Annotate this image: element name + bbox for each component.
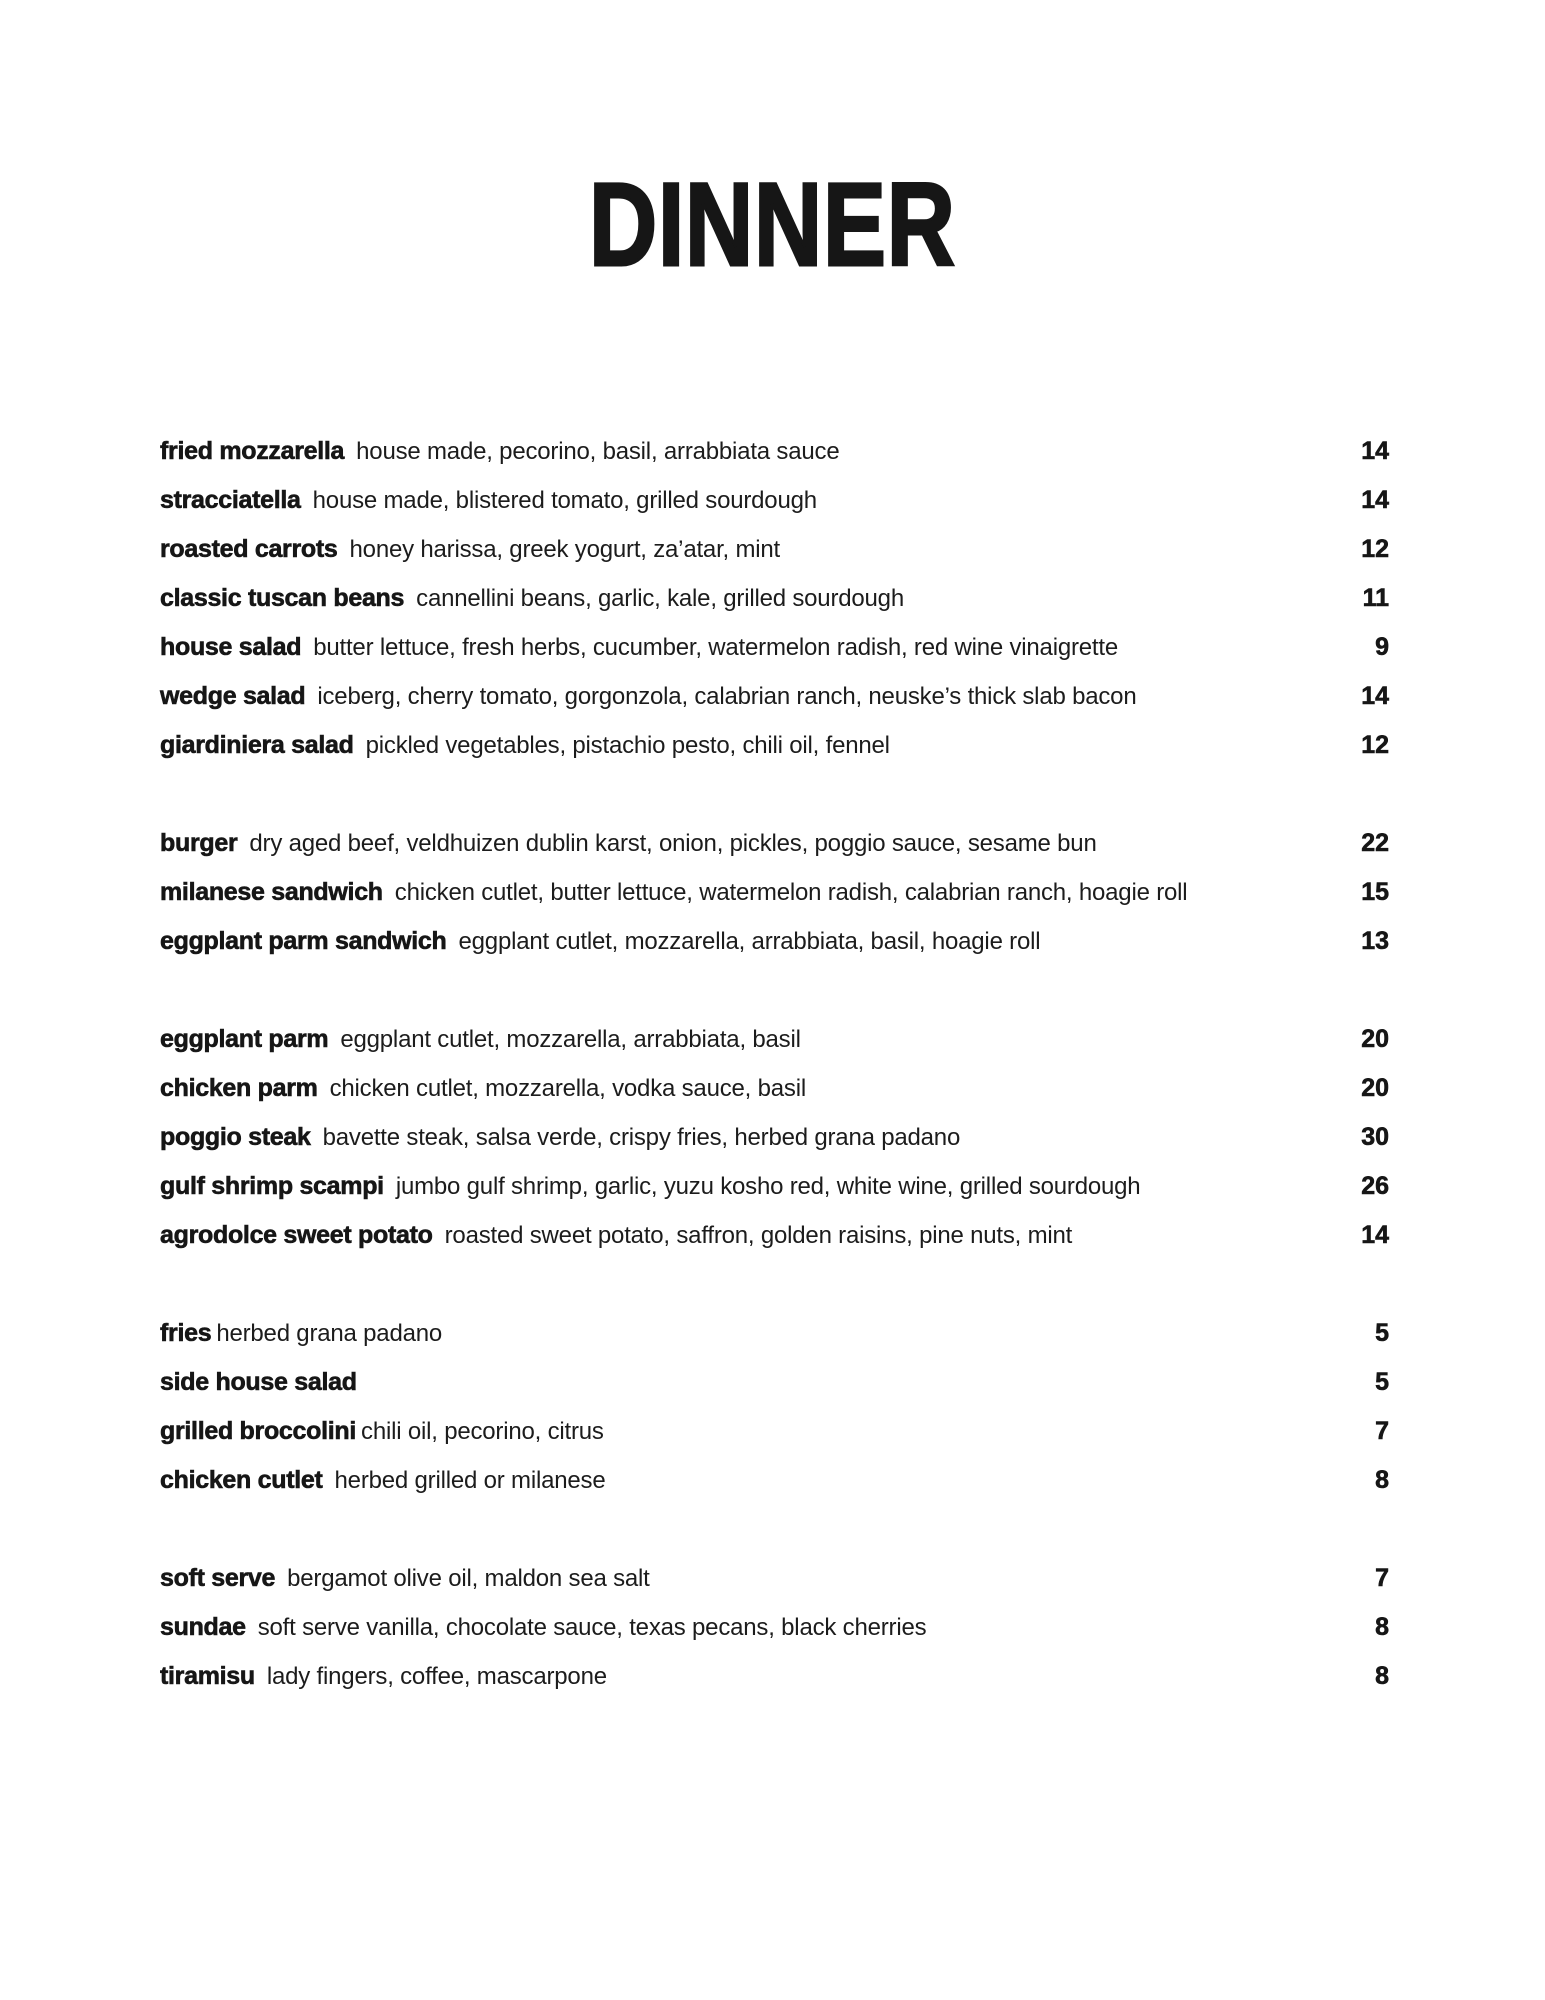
menu-item-name: stracciatella — [160, 486, 301, 514]
menu-item-name: chicken cutlet — [160, 1466, 323, 1494]
menu-item-description: bavette steak, salsa verde, crispy fries, herbed grana padano — [322, 1124, 961, 1151]
menu-item-description: pickled vegetables, pistachio pesto, chili oil, fennel — [365, 732, 890, 759]
menu-item-price: 5 — [1375, 1319, 1389, 1347]
menu-item-price: 30 — [1361, 1123, 1389, 1151]
menu-item-description: herbed grilled or milanese — [334, 1467, 606, 1494]
menu-item-description: eggplant cutlet, mozzarella, arrabbiata, basil, hoagie roll — [458, 928, 1041, 955]
menu-item-description: chicken cutlet, butter lettuce, watermelon radish, calabrian ranch, hoagie roll — [394, 879, 1188, 906]
menu-list — [160, 427, 1389, 1750]
menu-item-price: 14 — [1361, 486, 1389, 514]
menu-item-name: grilled broccolini — [160, 1417, 357, 1445]
menu-item-name: house salad — [160, 633, 302, 661]
menu-item-price: 5 — [1375, 1368, 1389, 1396]
menu-item-price: 14 — [1361, 682, 1389, 710]
menu-item — [160, 1064, 1389, 1113]
menu-item-name: fried mozzarella — [160, 437, 345, 465]
menu-item-price: 11 — [1362, 584, 1389, 612]
menu-section — [160, 427, 1389, 770]
menu-item-description: herbed grana padano — [216, 1320, 443, 1347]
menu-item-price: 8 — [1375, 1662, 1389, 1690]
menu-item-description: butter lettuce, fresh herbs, cucumber, watermelon radish, red wine vinaigrette — [313, 634, 1119, 661]
menu-item-description: roasted sweet potato, saffron, golden raisins, pine nuts, mint — [444, 1222, 1073, 1249]
menu-item — [160, 1113, 1389, 1162]
menu-item-price: 12 — [1361, 731, 1389, 759]
menu-item-description: lady fingers, coffee, mascarpone — [266, 1663, 607, 1690]
menu-item-price: 14 — [1361, 1221, 1389, 1249]
menu-item-name: chicken parm — [160, 1074, 318, 1102]
menu-item — [160, 1162, 1389, 1211]
menu-item-description: dry aged beef, veldhuizen dublin karst, onion, pickles, poggio sauce, sesame bun — [249, 830, 1097, 857]
menu-item — [160, 1211, 1389, 1260]
menu-item-price: 12 — [1361, 535, 1389, 563]
menu-item-description: chili oil, pecorino, citrus — [361, 1418, 604, 1445]
menu-item-description: house made, blistered tomato, grilled sourdough — [312, 487, 817, 514]
menu-item — [160, 1015, 1389, 1064]
menu-item-name: classic tuscan beans — [160, 584, 405, 612]
menu-item — [160, 1358, 1389, 1407]
menu-item-description: jumbo gulf shrimp, garlic, yuzu kosho red, white wine, grilled sourdough — [395, 1173, 1141, 1200]
menu-item — [160, 427, 1389, 476]
menu-item — [160, 623, 1389, 672]
menu-title: DINNER — [589, 159, 956, 291]
menu-item-name: eggplant parm — [160, 1025, 329, 1053]
menu-item-price: 20 — [1361, 1025, 1389, 1053]
menu-item-name: milanese sandwich — [160, 878, 383, 906]
menu-item — [160, 1652, 1389, 1701]
menu-section — [160, 819, 1389, 966]
menu-item — [160, 672, 1389, 721]
menu-item-name: roasted carrots — [160, 535, 338, 563]
menu-item-price: 7 — [1375, 1417, 1389, 1445]
menu-item-price: 9 — [1375, 633, 1389, 661]
menu-item-description: soft serve vanilla, chocolate sauce, texas pecans, black cherries — [257, 1614, 927, 1641]
menu-item — [160, 1407, 1389, 1456]
menu-item-price: 20 — [1361, 1074, 1389, 1102]
menu-item-price: 8 — [1375, 1613, 1389, 1641]
menu-item-description: honey harissa, greek yogurt, za’atar, mint — [349, 536, 781, 563]
menu-item-price: 26 — [1361, 1172, 1389, 1200]
menu-item-price: 13 — [1361, 927, 1389, 955]
menu-item-name: fries — [160, 1319, 212, 1347]
menu-item-name: eggplant parm sandwich — [160, 927, 447, 955]
menu-item-name: sundae — [160, 1613, 246, 1641]
menu-item-price: 7 — [1375, 1564, 1389, 1592]
menu-item-name: tiramisu — [160, 1662, 255, 1690]
menu-item-name: side house salad — [160, 1368, 357, 1396]
menu-item-name: soft serve — [160, 1564, 276, 1592]
menu-item-name: poggio steak — [160, 1123, 311, 1151]
menu-item-name: giardiniera salad — [160, 731, 354, 759]
menu-item — [160, 476, 1389, 525]
menu-section — [160, 1554, 1389, 1701]
menu-item-description: chicken cutlet, mozzarella, vodka sauce, basil — [329, 1075, 806, 1102]
menu-item-description: eggplant cutlet, mozzarella, arrabbiata, basil — [340, 1026, 801, 1053]
menu-item-name: wedge salad — [160, 682, 306, 710]
menu-item-description: iceberg, cherry tomato, gorgonzola, calabrian ranch, neuske’s thick slab bacon — [317, 683, 1137, 710]
menu-item-price: 8 — [1375, 1466, 1389, 1494]
menu-item — [160, 819, 1389, 868]
menu-item — [160, 721, 1389, 770]
menu-item-description: bergamot olive oil, maldon sea salt — [287, 1565, 650, 1592]
menu-item — [160, 1309, 1389, 1358]
menu-item — [160, 917, 1389, 966]
menu-item — [160, 868, 1389, 917]
menu-item-name: gulf shrimp scampi — [160, 1172, 384, 1200]
menu-section — [160, 1309, 1389, 1505]
menu-item-name: burger — [160, 829, 238, 857]
menu-item — [160, 525, 1389, 574]
menu-item-price: 22 — [1361, 829, 1389, 857]
menu-section — [160, 1015, 1389, 1260]
menu-item — [160, 1603, 1389, 1652]
menu-item-price: 14 — [1361, 437, 1389, 465]
menu-item-description: cannellini beans, garlic, kale, grilled sourdough — [416, 585, 904, 612]
menu-item-description: house made, pecorino, basil, arrabbiata sauce — [356, 438, 840, 465]
menu-item — [160, 1456, 1389, 1505]
menu-item — [160, 574, 1389, 623]
menu-item — [160, 1554, 1389, 1603]
menu-item-price: 15 — [1361, 878, 1389, 906]
menu-item-name: agrodolce sweet potato — [160, 1221, 433, 1249]
